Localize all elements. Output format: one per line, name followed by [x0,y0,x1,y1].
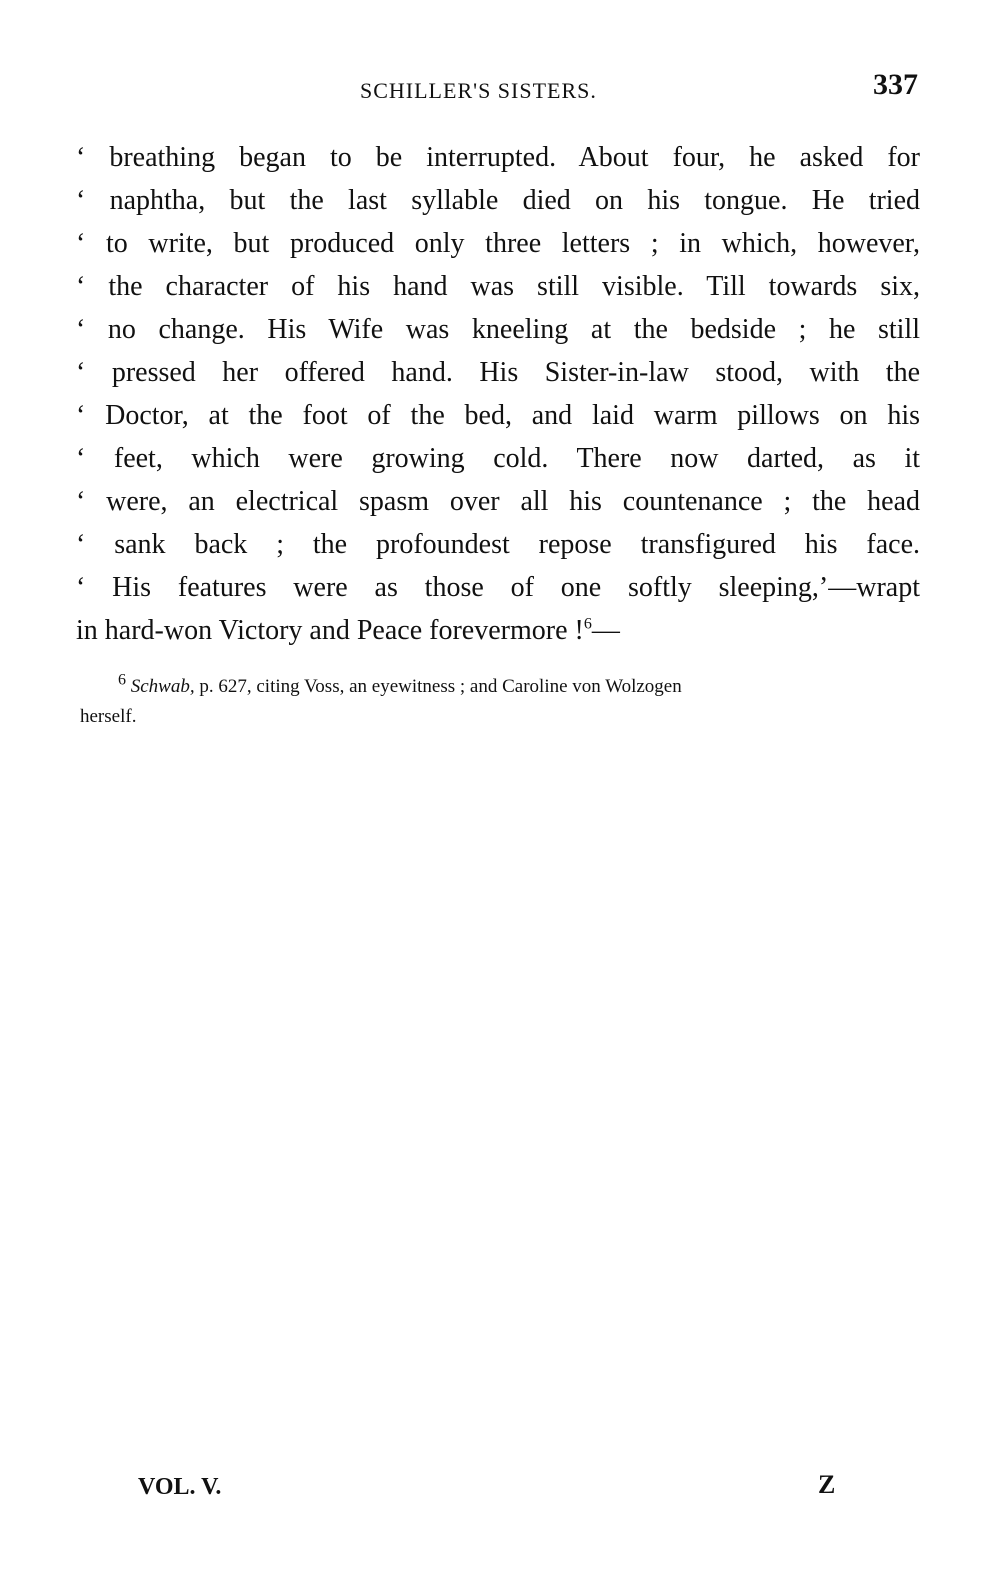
text-line: ‘ pressed her offered hand. His Sister-in-law stood, with the [76,357,920,388]
body-text [76,136,920,652]
text-line: ‘ Doctor, at the foot of the bed, and laid warm pillows on his [76,400,920,431]
text-line: ‘ no change. His Wife was kneeling at the bedside ; he still [76,314,920,345]
text-line: ‘ to write, but produced only three letters ; in which, however, [76,228,920,259]
text-line: ‘ sank back ; the profoundest repose transfigured his face. [76,529,920,560]
text-line: ‘ the character of his hand was still visible. Till towards six, [76,271,920,302]
text-line-last [76,609,920,652]
signature-letter: Z [818,1470,836,1499]
footnote-line: herself. [80,706,137,727]
signature-mark: VOL. V. [138,1474,222,1500]
page-number: 337 [873,68,918,101]
text-line: ‘ naphtha, but the last syllable died on his tongue. He tried [76,185,920,216]
footnote-line [80,672,920,702]
footnote [80,672,920,732]
footnote-author: Schwab, [130,676,195,697]
text-line: ‘ feet, which were growing cold. There now darted, as it [76,443,920,474]
footnote-reference: 6 [583,615,592,633]
closing-dash: — [591,615,620,646]
text-line: ‘ breathing began to be interrupted. About four, he asked for [76,142,920,173]
text-line: ‘ His features were as those of one softly sleeping,’—wrapt [76,572,920,603]
footnote-text: p. 627, citing Voss, an eyewitness ; and Caroline von Wolzogen [194,676,682,697]
text-line: ‘ were, an electrical spasm over all his countenance ; the head [76,486,920,517]
running-title: SCHILLER'S SISTERS. [360,78,597,103]
footnote-marker: 6 [118,671,126,689]
text-line-content: in hard-won Victory and Peace forevermore ! [76,615,584,646]
